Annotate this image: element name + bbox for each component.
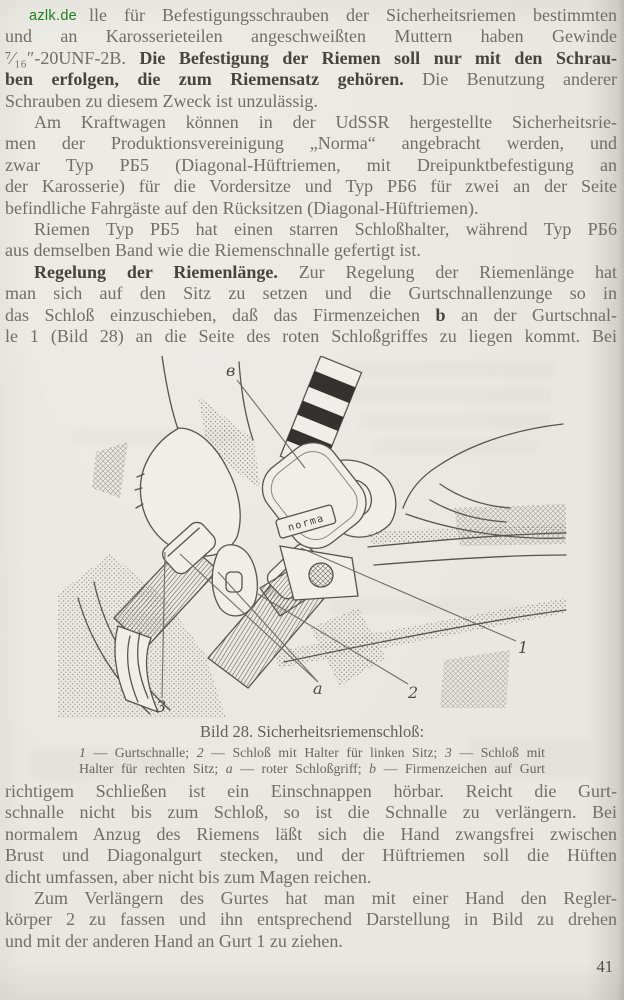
text-segment: lle für Befestigungsschrauben der Sicherheitsriemen bestimmten — [89, 5, 617, 25]
text-segment: Zur Regelung der Riemenlänge hat — [277, 261, 617, 282]
text-segment: Die Benutzung anderer — [403, 69, 617, 90]
text-segment: — Gurtschnalle; — [85, 745, 197, 760]
text-line — [5, 305, 617, 326]
text-line — [79, 745, 545, 761]
text-segment: und mit der anderen Hand an Gurt 1 zu ziehen. — [5, 930, 343, 951]
text-segment: körper 2 zu fassen und ihn entsprechend Darstellung in Bild zu drehen — [5, 909, 617, 930]
text-segment: befindliche Fahrgäste auf den Rücksitzen (Diagonal-Hüftriemen). — [5, 197, 479, 218]
text-segment: b — [435, 304, 446, 325]
text-segment: zwar Typ РБ5 (Diagonal-Hüftriemen, mit Dreipunktbefestigung an — [5, 154, 617, 175]
text-line — [5, 824, 617, 845]
figure-label-1: 1 — [518, 638, 529, 657]
figure-caption-legend — [79, 745, 545, 777]
figure-caption-title: Bild 28. Sicherheitsriemenschloß: — [199, 722, 425, 741]
left-arm-outline — [239, 362, 253, 440]
text-segment: — roter Schloßgriff; — [232, 760, 370, 776]
text-segment: ben erfolgen, die zum Riemensatz gehören. — [5, 69, 404, 90]
belt-hatch — [454, 504, 566, 546]
text-segment: Zum Verlängern des Gurtes hat man mit einer Hand den Regler- — [34, 888, 617, 909]
text-segment: das Schloß einzuschieben, daß das Firmenzeichen — [5, 304, 436, 325]
text-line — [5, 240, 617, 261]
text-segment: 2 — [196, 745, 204, 760]
seatbelt-buckle-illustration — [58, 356, 570, 718]
text-segment: aus demselben Band wie die Riemenschnalle gefertigt ist. — [5, 240, 421, 261]
text-segment: 3 — [444, 745, 452, 760]
lower-hatch — [440, 650, 510, 708]
body-text-upper — [5, 5, 617, 348]
text-line — [5, 91, 617, 112]
text-line — [5, 176, 617, 197]
text-segment: — Schloß mit Halter für linken Sitz; — [203, 745, 445, 760]
text-segment: ⁷⁄₁₆″-20UNF-2B. — [5, 47, 140, 68]
belt-lock-body — [252, 432, 377, 559]
text-line — [5, 888, 617, 909]
body-text-lower — [5, 781, 617, 952]
text-line — [5, 802, 617, 823]
text-segment: man sich auf den Sitz zu setzen und die Gurtschnallenzunge so in — [5, 283, 617, 304]
text-segment: schnalle nicht bis zum Schloß, so ist die Schnalle zu verlängern. Bei — [5, 802, 617, 823]
text-segment: Am Kraftwagen können in der UdSSR hergestellte Sicherheitsrie- — [34, 112, 617, 133]
left-arm-outline — [162, 356, 179, 432]
text-segment: a — [225, 760, 233, 776]
text-line — [5, 845, 617, 866]
text-segment: Riemen Typ РБ5 hat einen starren Schloßhalter, während Typ РБ6 — [34, 219, 617, 240]
background-hatch — [92, 442, 128, 498]
text-segment: dicht umfassen, aber nicht bis zum Magen reichen. — [5, 866, 372, 887]
text-line — [5, 326, 617, 347]
text-segment: Brust und Diagonalgurt stecken, und der Hüftriemen soll die Hüften — [5, 845, 617, 866]
brand-text: norma — [286, 512, 327, 534]
watermark-azlk: azlk.de — [29, 8, 78, 24]
text-segment: men der Produktionsvereinigung „Norma“ angebracht werden, und — [5, 133, 617, 154]
text-segment: Die Befestigung der Riemen soll nur mit den Schrau- — [139, 47, 617, 68]
text-segment: normalem Anzug des Riemens läßt sich die Hand zwangsfrei zwischen — [5, 823, 617, 844]
text-segment: b — [369, 760, 377, 776]
figure-label-b: в — [226, 361, 236, 380]
text-segment: richtigem Schließen ist ein Einschnappen hörbar. Reicht die Gurt- — [5, 781, 617, 801]
text-line — [5, 5, 617, 26]
page-number: 41 — [596, 957, 613, 976]
text-segment: Schrauben zu diesem Zweck ist unzulässig. — [5, 90, 318, 111]
text-line — [79, 761, 545, 777]
text-line — [5, 69, 617, 90]
text-line — [5, 781, 617, 802]
text-segment: an der Gurtschnal- — [445, 304, 617, 325]
figure-bild-28 — [58, 356, 570, 718]
right-hand-outline — [403, 424, 563, 508]
text-segment: le 1 (Bild 28) an die Seite des roten Schloßgriffes zu liegen kommt. Bei — [5, 326, 617, 347]
figure-label-2: 2 — [408, 683, 419, 702]
text-line — [5, 26, 617, 47]
figure-label-a: a — [313, 679, 323, 698]
text-line — [5, 909, 617, 930]
text-segment: der Karosserie) für die Vordersitze und Typ РБ6 für zwei an der Seite — [5, 176, 617, 197]
text-line — [5, 198, 617, 219]
text-segment: Regelung der Riemenlänge. — [34, 261, 278, 282]
text-line — [5, 112, 617, 133]
text-line — [5, 155, 617, 176]
text-segment: und an Karosserieteilen angeschweißten Muttern haben Gewinde — [5, 26, 617, 47]
text-line — [5, 931, 617, 952]
text-segment: — Schloß mit — [451, 745, 545, 760]
text-line — [5, 219, 617, 240]
bolt-hole — [309, 563, 333, 587]
text-line — [5, 48, 617, 69]
text-line — [5, 133, 617, 154]
text-line — [5, 867, 617, 888]
text-segment: — Firmenzeichen auf Gurt — [376, 760, 546, 776]
text-line — [5, 283, 617, 304]
text-line — [5, 262, 617, 283]
figure-label-3: 3 — [156, 697, 167, 716]
text-segment: Halter für rechten Sitz; — [79, 760, 226, 776]
text-segment: 1 — [79, 745, 86, 760]
